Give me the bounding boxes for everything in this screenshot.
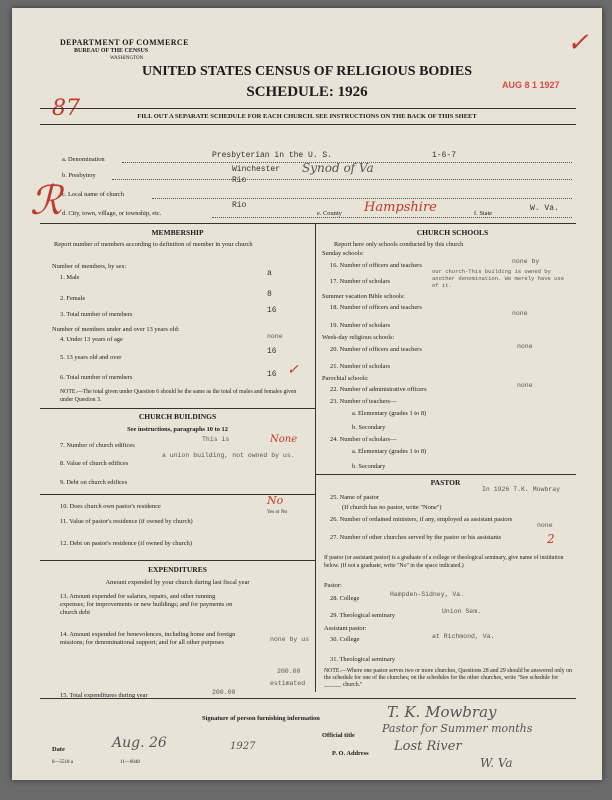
q17-value: our church-This building is owned by another denomination. We merely have use of it. [432,268,565,289]
q15-label: 15. Total expenditures during year [60,692,148,699]
signature-value: T. K. Mowbray [387,703,497,721]
schools-intro: Report here only schools conducted by this church [334,241,464,248]
q8-value: a union building, not owned by us. [162,452,295,459]
q20-value: none [517,343,533,350]
title-label: Official title [322,732,355,739]
q21-label: 21. Number of scholars [330,363,390,370]
form-title: UNITED STATES CENSUS OF RELIGIOUS BODIES [141,64,472,79]
over-value: 16 [267,347,277,356]
q7-label: 7. Number of church edifices [60,442,135,449]
pastor-title: PASTOR [430,478,461,487]
q15-value: 200.00 [212,689,236,696]
sex-header: Number of members, by sex: [52,263,127,270]
over-label: 5. 13 years old and over [60,354,122,361]
summer-header: Summer vacation Bible schools: [322,293,405,300]
census-schedule-page [12,8,602,780]
q11-label: 11. Value of pastor's residence (if owned by church) [60,518,193,525]
q16-label: 16. Number of officers and teachers [330,262,422,269]
college-note: If pastor (or assistant pastor) is a graduate of a college or theological seminary, give name of institution below. (If not a graduate, write "No" in the space indicated.) [324,555,564,569]
address-label: P. O. Address [332,750,369,757]
synod-handwritten: Synod of Va [302,161,374,175]
received-stamp: AUG 8 1 1927 [502,80,560,90]
presbytery-extra: Rio [232,176,247,185]
q30-value: at Richmond, Va. [432,633,495,640]
under-label: 4. Under 13 years of age [60,336,123,343]
schools-title: CHURCH SCHOOLS [416,228,489,237]
denomination-label: a. Denomination [62,156,105,163]
q13-value: none by us [270,636,310,643]
check-mark-icon: ✓ [567,28,589,58]
estimated-note: estimated [270,680,306,687]
presbytery-label: b. Presbytery [62,172,96,179]
q23a-label: a. Elementary (grades 1 to 8) [352,410,427,417]
expenditures-title: EXPENDITURES [148,565,207,574]
q12-label: 12. Debt on pastor's residence (if owned by church) [60,540,192,547]
q24-label: 24. Number of scholars— [330,436,397,443]
q28-value: Hampden-Sidney, Va. [390,591,465,598]
q10-value: No [267,494,284,507]
local-name-label: c. Local name of church [62,191,124,198]
date-label: Date [52,746,65,753]
q24b-label: b. Secondary [352,463,386,470]
membership-intro: Report number of members according to definition of member in your church [54,241,253,248]
signature-label: Signature of person furnishing information [202,715,320,722]
denomination-value: Presbyterian in the U. S. [212,151,333,160]
column-divider [315,224,316,692]
presbytery-value: Winchester [232,165,281,174]
county-value: Hampshire [364,200,437,215]
q16-value: none by [512,258,540,265]
instructions: FILL OUT A SEPARATE SCHEDULE FOR EACH CHURCH. SEE INSTRUCTIONS ON THE BACK OF THIS SHEET [137,113,477,120]
q26-value: none [537,522,553,529]
female-value: 8 [267,290,272,299]
q10-label: 10. Does church own pastor's residence [60,503,161,510]
bureau: BUREAU OF THE CENSUS [74,48,149,54]
male-label: 1. Male [60,274,80,281]
year-value: 1927 [230,741,256,752]
check-mark-icon: ✓ [287,362,299,378]
form-number-footer: 8—5518 a [52,760,73,765]
red-mark-icon: ℛ [30,178,62,224]
city: WASHINGTON [110,56,144,61]
state-label: f. State [474,210,493,217]
membership-note: NOTE.—The total given under Question 6 should be the same as the total of males and females given under Question 3. [60,389,297,403]
q31-label: 31. Theological seminary [330,656,396,663]
q22-value: none [517,382,533,389]
q18-label: 18. Number of officers and teachers [330,304,422,311]
expenditures-subtitle: Amount expended by your church during last fiscal year [105,579,250,586]
female-label: 2. Female [60,295,86,302]
weekday-header: Week-day religious schools: [322,334,395,341]
sunday-header: Sunday schools: [322,250,364,257]
q22-label: 22. Number of administrative officers [330,386,427,393]
department: DEPARTMENT OF COMMERCE [60,38,189,47]
q13-label: 13. Amount expended for salaries, repairs, and other running expenses; for improvements or new buildings; and for payments on church debt [60,593,233,616]
q23b-label: b. Secondary [352,424,386,431]
parochial-header: Parochial schools: [322,375,369,382]
assistant-head: Assistant pastor: [324,625,367,632]
pastor-head: Pastor: [324,582,342,589]
q7-value: This is [202,436,230,443]
date-value: Aug. 26 [112,735,167,751]
total6-label: 6. Total number of members [60,374,133,381]
q20-label: 20. Number of officers and teachers [330,346,422,353]
q29-label: 29. Theological seminary [330,612,396,619]
q14-label: 14. Amount expended for benevolences, including home and foreign missions; for denominational support; and for all other purposes [60,631,236,646]
buildings-title: CHURCH BUILDINGS [138,412,217,421]
form-code-footer: 11—6048 [120,760,140,765]
state-value: W. Va. [530,204,559,213]
q24a-label: a. Elementary (grades 1 to 8) [352,448,427,455]
address-value: Lost River [394,739,462,754]
q18-value: none [512,310,528,317]
city-value: Rio [232,201,247,210]
male-value: a [267,269,272,278]
pastor-note: NOTE.—Where one pastor serves two or more churches, Questions 28 and 29 should be answered only on the schedule for one of the churches; on the schedules for the other churches, write "See schedule for ______ church." [324,668,572,688]
q27-label: 27. Number of other churches served by the pastor or his assistants [330,534,502,541]
address2-value: W. Va [480,756,513,770]
q25-sub: (If church has no pastor, write "None") [342,504,442,511]
yes-no-hint: Yes or No [267,510,288,515]
q28-label: 28. College [330,595,360,602]
under-value: none [267,333,283,340]
q9-label: 9. Debt on church edifices [60,479,128,486]
official-title: Pastor for Summer months [382,722,533,735]
q26-label: 26. Number of ordained ministers, if any, employed as assistant pastors [330,516,513,523]
q8-label: 8. Value of church edifices [60,460,129,467]
q17-label: 17. Number of scholars [330,278,390,285]
total-value: 16 [267,306,277,315]
q30-label: 30. College [330,636,360,643]
county-label: e. County [317,210,342,217]
q23-label: 23. Number of teachers— [330,398,397,405]
city-label: d. City, town, village, or township, etc. [62,210,162,217]
schedule-title: SCHEDULE: 1926 [246,84,368,100]
q7-handwritten: None [270,434,298,445]
total6-value: 16 [267,370,277,379]
buildings-subtitle: See instructions, paragraphs 10 to 12 [127,426,228,433]
q25-value: In 1926 T.K. Mowbray [482,486,561,493]
q14-value: 200.00 [277,668,301,675]
q19-label: 19. Number of scholars [330,322,390,329]
q27-value: 2 [547,532,555,546]
age-header: Number of members under and over 13 years old: [52,326,180,333]
q25-label: 25. Name of pastor [330,494,379,501]
total-label: 3. Total number of members [60,311,133,318]
q29-value: Union Sem. [442,608,482,615]
form-number: 87 [52,96,80,121]
membership-title: MEMBERSHIP [151,228,204,237]
denomination-code: 1-6-7 [432,151,457,160]
